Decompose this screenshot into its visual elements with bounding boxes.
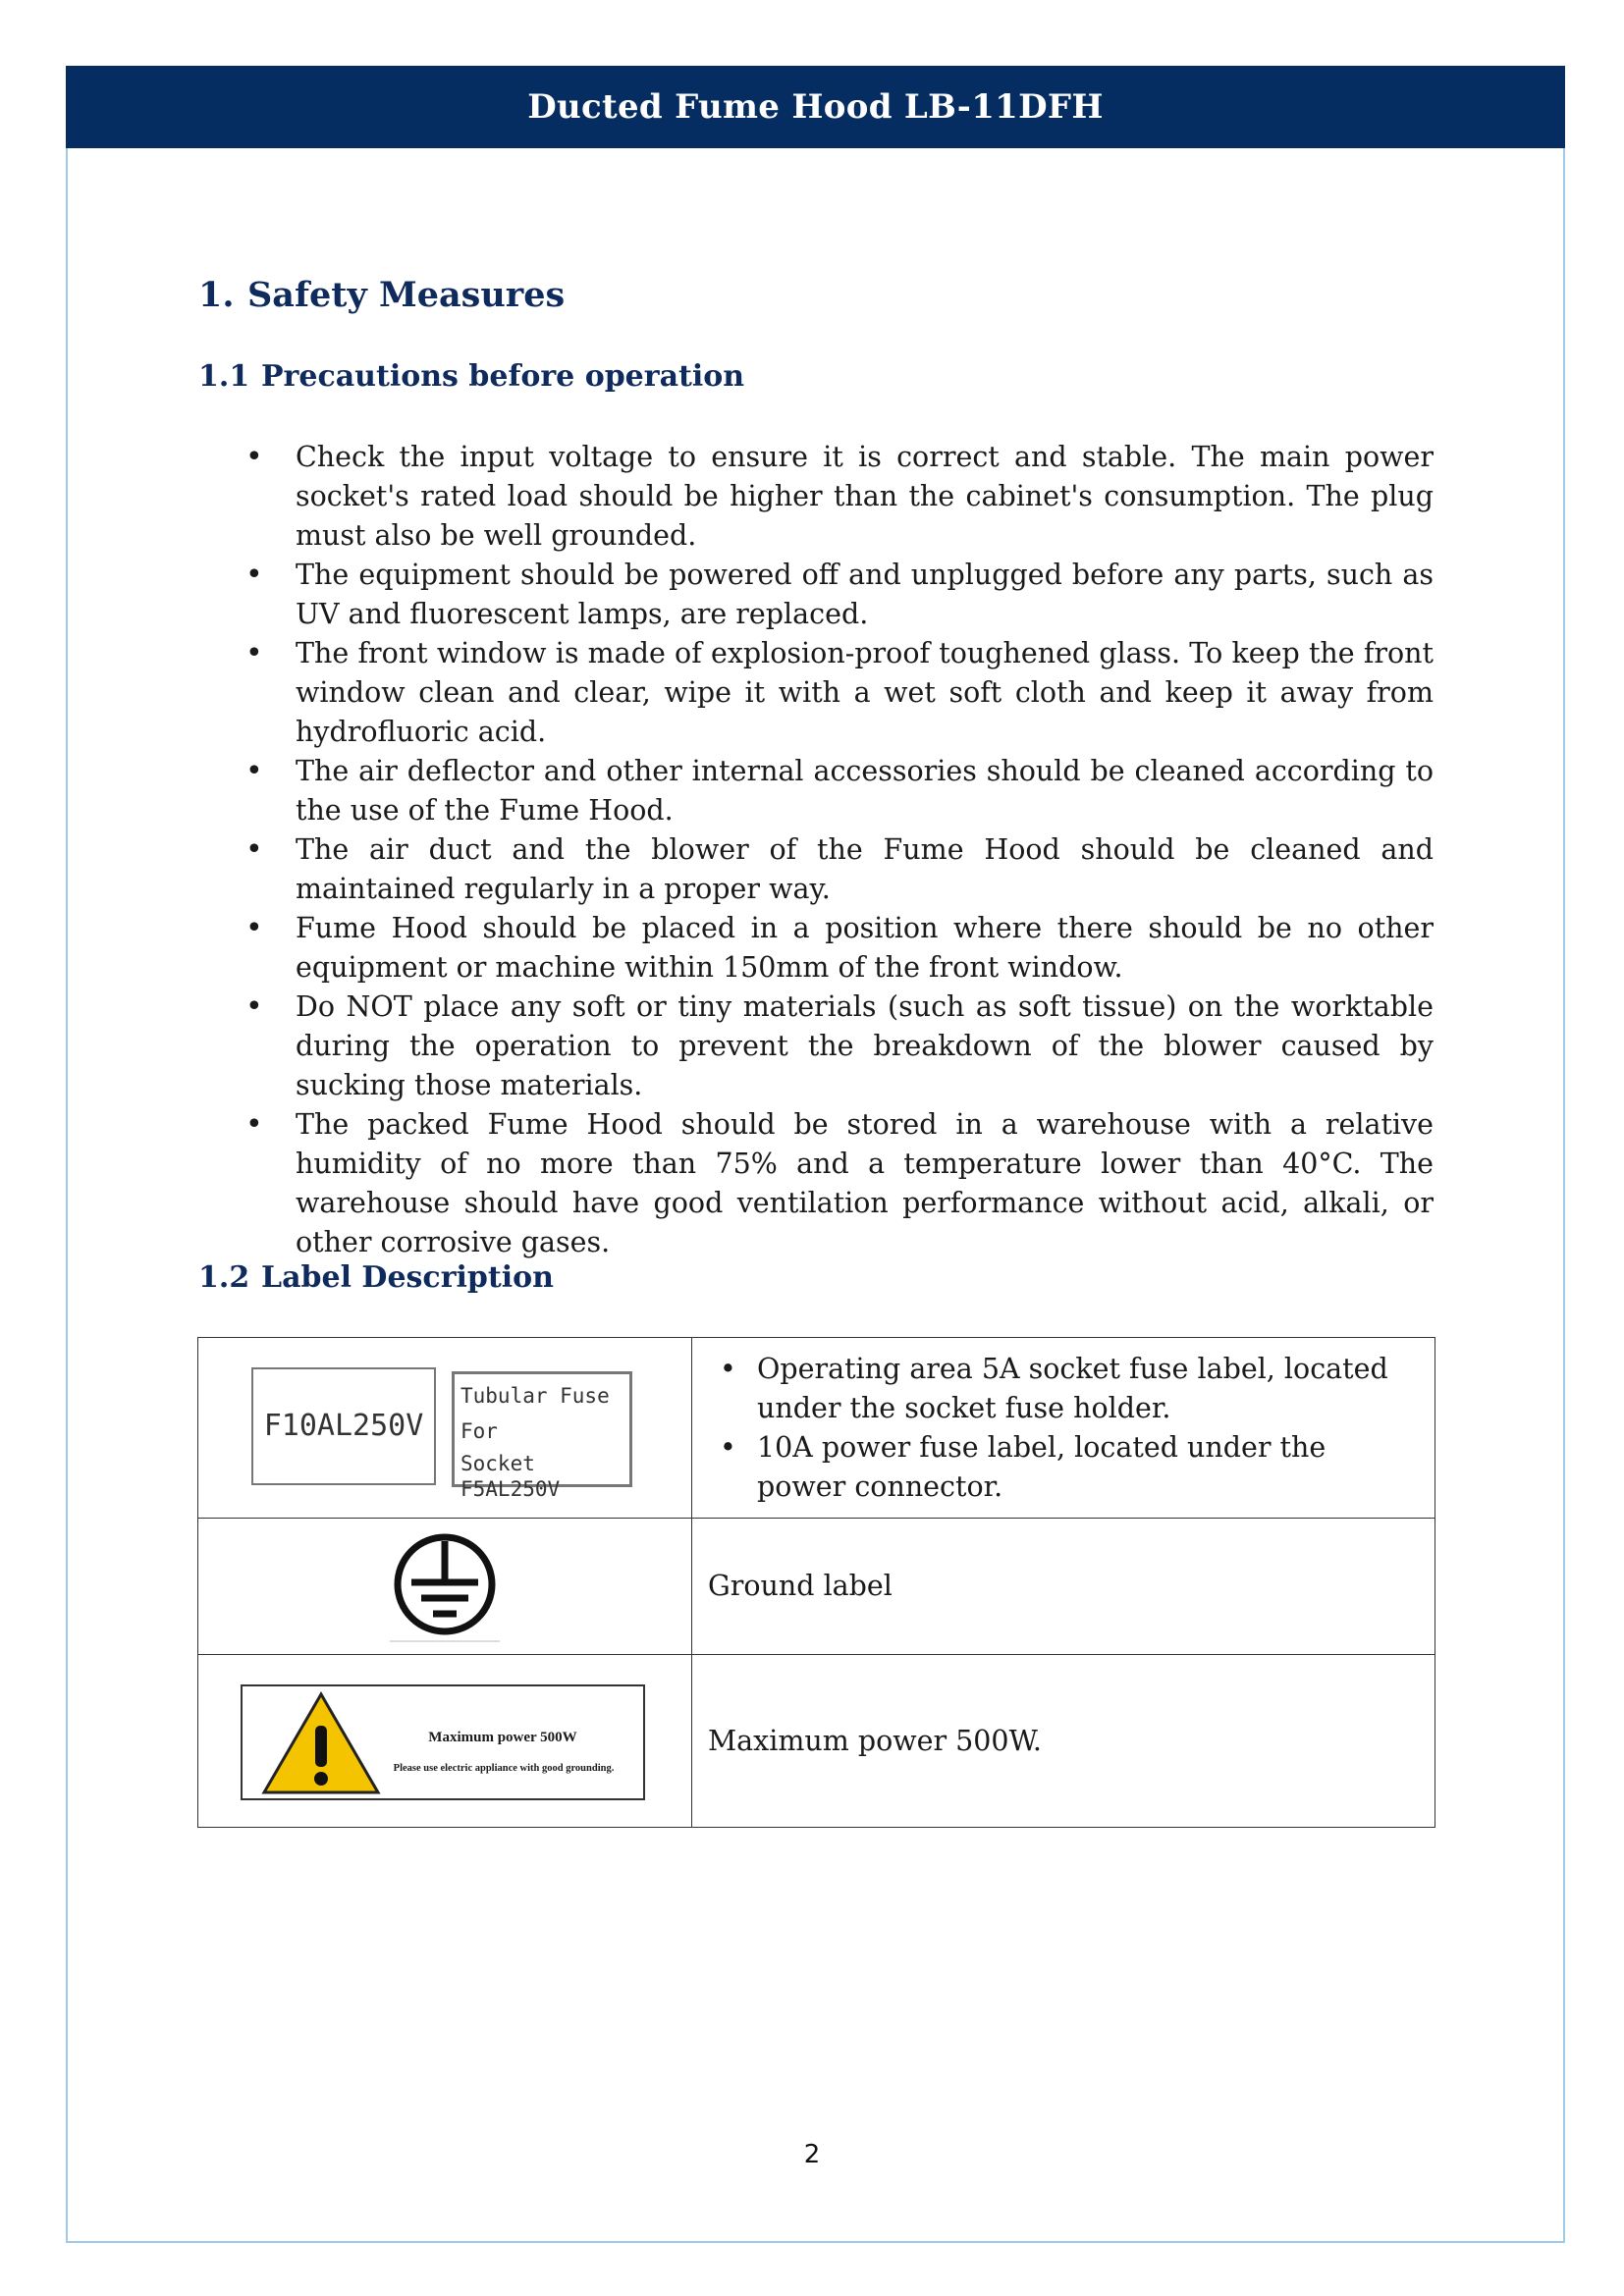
section-number: 1. xyxy=(198,275,235,315)
page-number: 2 xyxy=(803,2140,821,2169)
fuse-labels-image xyxy=(198,1338,692,1519)
precautions-list xyxy=(198,438,1434,1262)
subsection-title: Label Description xyxy=(261,1260,554,1295)
list-item: • Operating area 5A socket fuse label, located under the socket fuse holder. xyxy=(708,1350,1419,1428)
list-item: • The packed Fume Hood should be stored in a warehouse with a relative humidity of no more than 75% and a temperature lower than 40°C. The warehouse should have good ventilation performance without acid, alkali, or other corrosive gases. xyxy=(198,1105,1434,1262)
fuse-labels-description xyxy=(692,1338,1435,1519)
warning-label xyxy=(241,1684,645,1800)
section-heading-safety-measures xyxy=(198,275,565,315)
list-item: • The air duct and the blower of the Fume Hood should be cleaned and maintained regularly in a proper way. xyxy=(198,830,1434,909)
warning-title: Maximum power 500W xyxy=(428,1730,577,1745)
subsection-heading-label-description xyxy=(198,1260,554,1295)
table-row xyxy=(198,1655,1435,1828)
subsection-number: 1.1 xyxy=(198,359,250,394)
ground-label-image xyxy=(198,1519,692,1655)
subsection-title: Precautions before operation xyxy=(261,359,745,394)
fuse-label-main: F10AL250V xyxy=(251,1367,436,1485)
subsection-number: 1.2 xyxy=(198,1260,250,1295)
ground-label-description: Ground label xyxy=(692,1519,1435,1655)
table-row xyxy=(198,1519,1435,1655)
table-row xyxy=(198,1338,1435,1519)
max-power-label-description: Maximum power 500W. xyxy=(692,1655,1435,1828)
fuse-description-list xyxy=(708,1350,1419,1507)
subsection-heading-precautions xyxy=(198,359,744,394)
ground-symbol-icon xyxy=(388,1529,502,1643)
section-title: Safety Measures xyxy=(247,275,566,315)
list-item: • The air deflector and other internal accessories should be cleaned according to the use of the Fume Hood. xyxy=(198,752,1434,830)
fuse-label-socket: Tubular Fuse For Socket F5AL250V xyxy=(452,1371,632,1487)
header-banner xyxy=(66,66,1565,148)
list-item: • 10A power fuse label, located under the power connector. xyxy=(708,1428,1419,1507)
list-item: • Check the input voltage to ensure it is correct and stable. The main power socket's rated load should be higher than the cabinet's consumption. The plug must also be well grounded. xyxy=(198,438,1434,556)
label-description-table xyxy=(197,1337,1435,1828)
list-item: • Do NOT place any soft or tiny materials (such as soft tissue) on the worktable during the operation to prevent the breakdown of the blower caused by sucking those materials. xyxy=(198,988,1434,1105)
document-title: Ducted Fume Hood LB-11DFH xyxy=(527,87,1104,127)
list-item: • The front window is made of explosion-proof toughened glass. To keep the front window clean and clear, wipe it with a wet soft cloth and keep it away from hydrofluoric acid. xyxy=(198,634,1434,752)
warning-subtitle: Please use electric appliance with good grounding. xyxy=(393,1763,615,1774)
list-item: • Fume Hood should be placed in a position where there should be no other equipment or machine within 150mm of the front window. xyxy=(198,909,1434,988)
max-power-label-image xyxy=(198,1655,692,1828)
list-item: • The equipment should be powered off and unplugged before any parts, such as UV and fluorescent lamps, are replaced. xyxy=(198,556,1434,634)
